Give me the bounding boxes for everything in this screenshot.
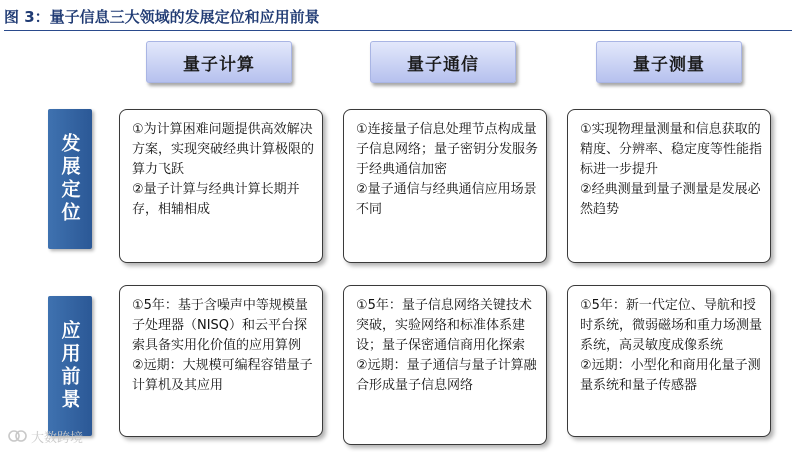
row-label-development-positioning [48, 109, 92, 249]
row-label-text: 发展定位 [58, 133, 81, 225]
cell-computing-prospects [119, 285, 323, 437]
cell-point: ①连接量子信息处理节点构成量子信息网络；量子密钥分发服务于经典通信加密 [356, 122, 539, 177]
row-label-text: 应用前景 [58, 320, 81, 412]
cell-point: ①5年：基于含噪声中等规模量子处理器（NISQ）和云平台探索具备实用化价值的应用算例 [132, 298, 308, 353]
cell-point: ①5年：量子信息网络关键技术突破，实验网络和标准体系建设；量子保密通信商用化探索 [356, 298, 532, 353]
watermark-logo-icon [8, 428, 28, 444]
cell-point: ①实现物理量测量和信息获取的精度、分辨率、稳定度等性能指标进一步提升 [580, 122, 763, 177]
title-rule [4, 30, 792, 31]
cell-point: ②经典测量到量子测量是发展必然趋势 [580, 182, 761, 217]
cell-measurement-positioning [567, 109, 771, 263]
cell-computing-positioning [119, 109, 323, 263]
cell-point: ①5年：新一代定位、导航和授时系统，微弱磁场和重力场测量系统，高灵敏度成像系统 [580, 298, 763, 353]
column-header-quantum-communication: 量子通信 [370, 41, 516, 83]
cell-point: ①为计算困难问题提供高效解决方案，实现突破经典计算极限的算力飞跃 [132, 122, 315, 177]
column-header-quantum-measurement: 量子测量 [596, 41, 742, 83]
figure-title: 图 3：量子信息三大领域的发展定位和应用前景 [4, 8, 320, 26]
cell-measurement-prospects [567, 285, 771, 437]
cell-point: ②远期：小型化和商用化量子测量系统和量子传感器 [580, 358, 761, 393]
column-header-quantum-computing: 量子计算 [146, 41, 292, 83]
cell-communication-positioning [343, 109, 547, 263]
cell-communication-prospects [343, 285, 547, 445]
watermark [8, 426, 83, 446]
watermark-text: 大数跨境 [31, 430, 84, 446]
cell-point: ②量子通信与经典通信应用场景不同 [356, 182, 537, 217]
cell-point: ②量子计算与经典计算长期并存，相辅相成 [132, 182, 300, 217]
cell-point: ②远期：大规模可编程容错量子计算机及其应用 [132, 358, 313, 393]
cell-point: ②远期：量子通信与量子计算融合形成量子信息网络 [356, 358, 537, 393]
row-label-application-prospects [48, 296, 92, 436]
